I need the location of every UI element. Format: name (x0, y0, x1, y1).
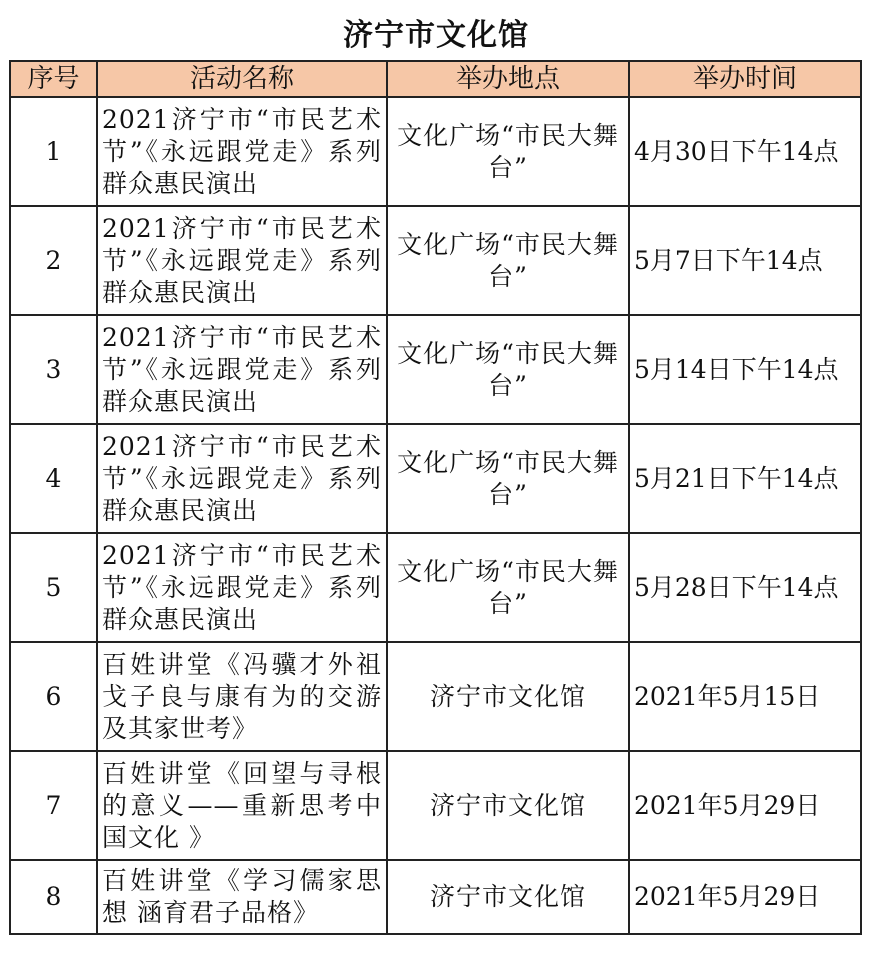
table-row (10, 315, 861, 424)
row-num: 2 (10, 206, 97, 315)
table-row (10, 642, 861, 751)
table-row (10, 751, 861, 860)
row-name: 百姓讲堂《回望与寻根的意义——重新思考中国文化 》 (97, 751, 387, 860)
header-time: 举办时间 (629, 61, 861, 97)
row-name: 2021济宁市“市民艺术节”《永远跟党走》系列群众惠民演出 (97, 315, 387, 424)
row-place: 济宁市文化馆 (387, 751, 629, 860)
row-time: 2021年5月29日 (629, 860, 861, 934)
row-time: 5月14日下午14点 (629, 315, 861, 424)
row-place: 文化广场“市民大舞台” (387, 97, 629, 206)
header-place: 举办地点 (387, 61, 629, 97)
row-num: 3 (10, 315, 97, 424)
row-time: 5月7日下午14点 (629, 206, 861, 315)
row-place: 文化广场“市民大舞台” (387, 424, 629, 533)
table-row (10, 206, 861, 315)
row-num: 5 (10, 533, 97, 642)
row-name: 2021济宁市“市民艺术节”《永远跟党走》系列群众惠民演出 (97, 206, 387, 315)
header-row (10, 61, 861, 97)
row-name: 百姓讲堂《冯骥才外祖戈子良与康有为的交游及其家世考》 (97, 642, 387, 751)
header-name: 活动名称 (97, 61, 387, 97)
row-num: 1 (10, 97, 97, 206)
table-row (10, 97, 861, 206)
table-row (10, 424, 861, 533)
page-title: 济宁市文化馆 (343, 18, 529, 53)
row-time: 2021年5月15日 (629, 642, 861, 751)
row-place: 济宁市文化馆 (387, 860, 629, 934)
row-name: 2021济宁市“市民艺术节”《永远跟党走》系列群众惠民演出 (97, 97, 387, 206)
row-place: 文化广场“市民大舞台” (387, 206, 629, 315)
row-num: 7 (10, 751, 97, 860)
row-name: 百姓讲堂《学习儒家思想 涵育君子品格》 (97, 860, 387, 934)
row-num: 4 (10, 424, 97, 533)
header-num: 序号 (10, 61, 97, 97)
activity-table (9, 60, 862, 935)
row-num: 8 (10, 860, 97, 934)
row-time: 5月21日下午14点 (629, 424, 861, 533)
row-time: 2021年5月29日 (629, 751, 861, 860)
row-time: 4月30日下午14点 (629, 97, 861, 206)
row-num: 6 (10, 642, 97, 751)
row-name: 2021济宁市“市民艺术节”《永远跟党走》系列群众惠民演出 (97, 533, 387, 642)
row-place: 文化广场“市民大舞台” (387, 533, 629, 642)
row-name: 2021济宁市“市民艺术节”《永远跟党走》系列群众惠民演出 (97, 424, 387, 533)
row-place: 济宁市文化馆 (387, 642, 629, 751)
table-row (10, 860, 861, 934)
row-place: 文化广场“市民大舞台” (387, 315, 629, 424)
row-time: 5月28日下午14点 (629, 533, 861, 642)
table-row (10, 533, 861, 642)
